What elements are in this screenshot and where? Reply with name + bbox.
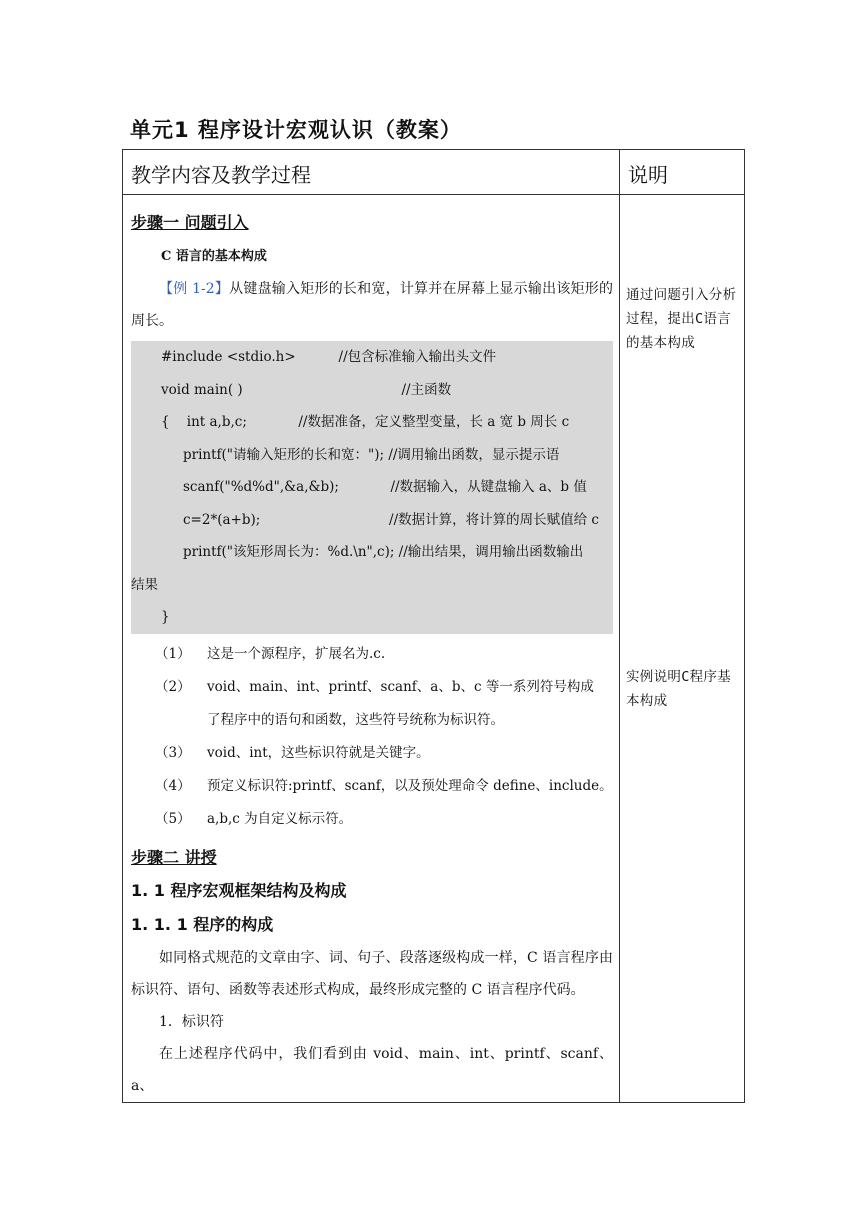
item-number: （4） [155,777,191,794]
example-paragraph [131,273,613,337]
item-text: 这是一个源程序，扩展名为.c. [207,645,386,662]
code-line: void main( ) //主函数 [161,381,452,398]
body-paragraph-continued: 在上述程序代码中，我们看到由 void、main、int、printf、scanf、a、 [131,1045,613,1094]
note-cell [620,195,745,1103]
code-line: } [161,609,170,625]
code-line: { int a,b,c; //数据准备，定义整型变量，长 a 宽 b 周长 c [161,414,570,430]
item-text: a,b,c 为自定义标示符。 [207,810,353,827]
header-content-label: 教学内容及教学过程 [131,163,311,187]
list-item [131,737,613,770]
code-line: printf("请输入矩形的长和宽："); //调用输出函数，显示提示语 [183,446,560,463]
list-item [131,671,613,704]
example-text: 从键盘输入矩形的长和宽，计算并在屏幕上显示输出该矩形的周长。 [131,281,613,329]
content-cell [123,195,620,1103]
list-item-continuation [131,704,613,737]
content-body [123,207,619,1102]
item-text: void、main、int、printf、scanf、a、b、c 等一系列符号构成 [207,678,594,695]
lesson-plan-table [122,149,745,1103]
note-text: 通过问题引入分析过程，提出C语言的基本构成 [626,287,737,351]
header-note-cell [620,150,745,195]
table-header-row [123,150,745,195]
explanation-list [131,638,613,836]
item-text: 预定义标识符:printf、scanf，以及预处理命令 define、include。 [207,777,613,794]
code-line: 结果 [131,576,158,593]
code-block [131,341,613,634]
item-text-continued: 了程序中的语句和函数，这些符号统称为标识符。 [207,711,504,728]
example-reference: 【例 1-2】 [159,281,230,297]
step2-title: 步骤二 讲授 [131,847,217,867]
item-number: （3） [155,744,191,761]
item-number: （5） [155,810,191,827]
sub-item-heading: 1．标识符 [159,1013,224,1030]
list-item [131,803,613,836]
code-line: scanf("%d%d",&a,&b); //数据输入，从键盘输入 a、b 值 [183,479,587,495]
header-content-cell [123,150,620,195]
body-paragraph: 如同格式规范的文章由字、词、句子、段落逐级构成一样，C 语言程序由标识符、语句、函数等表述形式构成，最终形成完整的 C 语言程序代码。 [131,949,613,998]
step1-title: 步骤一 问题引入 [131,213,249,232]
item-text: void、int，这些标识符就是关键字。 [207,744,430,761]
section-heading: 1. 1 程序宏观框架结构及构成 [131,880,347,900]
table-body-row [123,195,745,1103]
header-note-label: 说明 [628,163,668,187]
code-line: #include <stdio.h> //包含标准输入输出头文件 [161,349,497,365]
document-title: 单元1 程序设计宏观认识（教案） [130,118,462,142]
list-item [131,638,613,671]
step1-subtitle: C 语言的基本构成 [161,249,267,264]
item-number: （1） [155,645,191,662]
item-number: （2） [155,678,191,695]
code-line: printf("该矩形周长为：%d.\n",c); //输出结果，调用输出函数输出 [183,544,584,560]
code-line: c=2*(a+b); //数据计算，将计算的周长赋值给 c [183,511,599,528]
note-text: 实例说明C程序基本构成 [626,669,732,709]
list-item [131,770,613,803]
subsection-heading: 1. 1. 1 程序的构成 [131,914,274,934]
